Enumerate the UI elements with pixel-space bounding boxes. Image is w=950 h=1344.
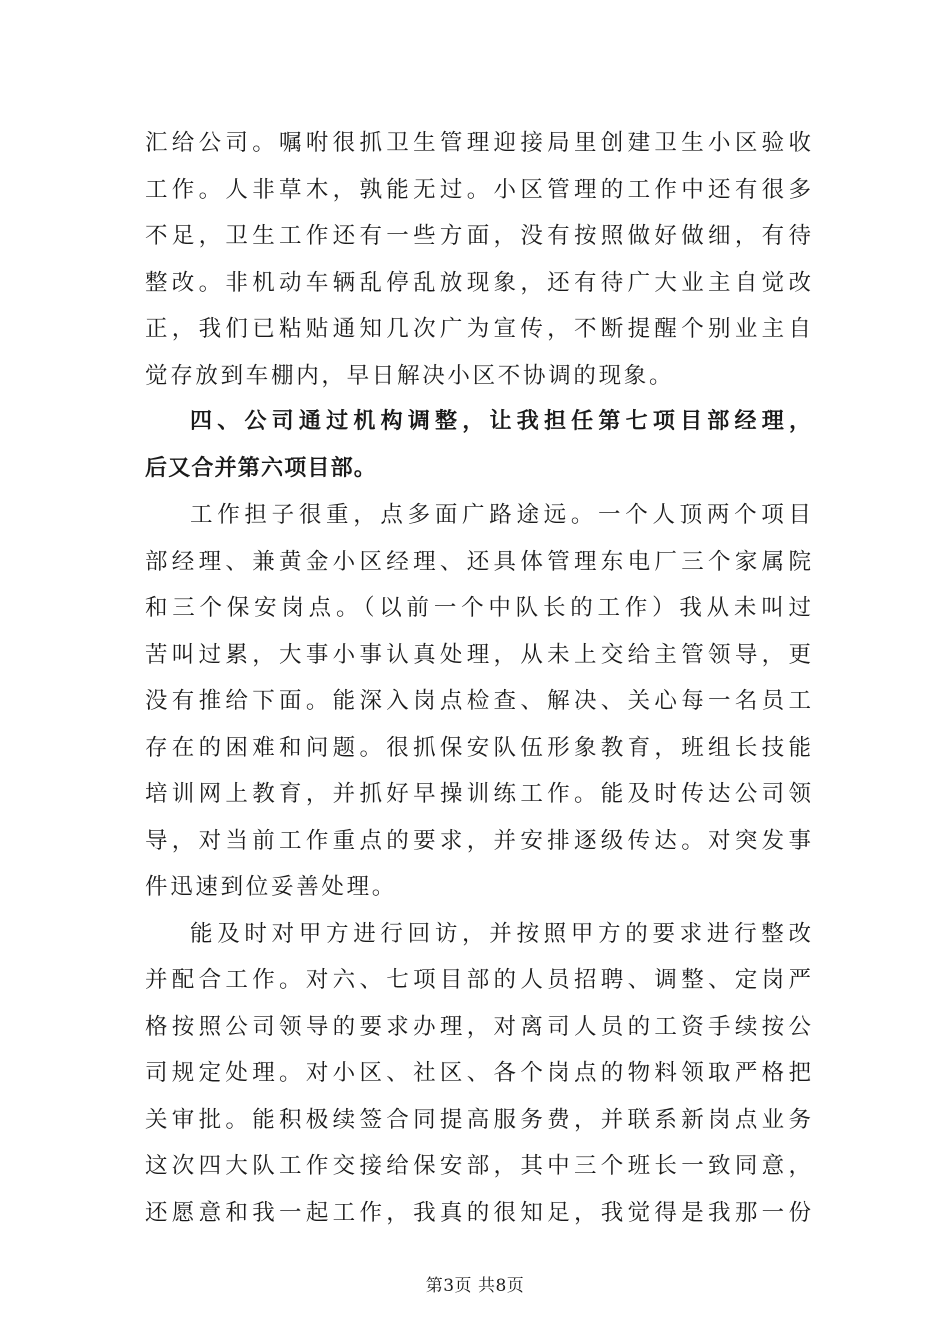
text-line: 苦叫过累，大事小事认真处理，从未上交给主管领导，更 (145, 641, 811, 668)
text-line: 工作担子很重，点多面广路途远。一个人顶两个项目 (190, 502, 811, 528)
section-heading: 后又合并第六项目部。 (145, 455, 378, 481)
text-line: 和三个保安岗点。（以前一个中队长的工作）我从未叫过 (145, 595, 811, 621)
text-line: 正，我们已粘贴通知几次广为宣传，不断提醒个别业主自 (145, 316, 811, 342)
text-line: 导，对当前工作重点的要求，并安排逐级传达。对突发事 (145, 827, 811, 854)
text-line: 觉存放到车棚内，早日解决小区不协调的现象。 (145, 362, 675, 389)
text-line: 不足，卫生工作还有一些方面，没有按照做好做细，有待 (145, 223, 811, 249)
text-line: 并配合工作。对六、七项目部的人员招聘、调整、定岗严 (145, 967, 811, 993)
text-line: 这次四大队工作交接给保安部，其中三个班长一致同意， (145, 1153, 811, 1179)
body-text (145, 120, 811, 1236)
text-line: 存在的困难和问题。很抓保安队伍形象教育，班组长技能 (145, 734, 811, 761)
text-line: 整改。非机动车辆乱停乱放现象，还有待广大业主自觉改 (145, 269, 811, 296)
section-heading: 四、公司通过机构调整，让我担任第七项目部经理， (190, 409, 811, 434)
text-line: 培训网上教育，并抓好早操训练工作。能及时传达公司领 (145, 781, 811, 807)
page-number-footer: 第3页 共8页 (425, 1276, 525, 1296)
text-line: 部经理、兼黄金小区经理、还具体管理东电厂三个家属院 (145, 548, 811, 575)
text-line: 关审批。能积极续签合同提高服务费，并联系新岗点业务 (145, 1106, 811, 1133)
text-line: 没有推给下面。能深入岗点检查、解决、关心每一名员工 (145, 688, 811, 714)
text-line: 工作。人非草木，孰能无过。小区管理的工作中还有很多 (145, 176, 811, 203)
text-line: 格按照公司领导的要求办理，对离司人员的工资手续按公 (145, 1013, 811, 1040)
text-line: 汇给公司。嘱咐很抓卫生管理迎接局里创建卫生小区验收 (145, 130, 811, 156)
text-line: 司规定处理。对小区、社区、各个岗点的物料领取严格把 (145, 1060, 811, 1086)
text-line: 还愿意和我一起工作，我真的很知足，我觉得是我那一份 (145, 1199, 811, 1226)
text-line: 件迅速到位妥善处理。 (145, 874, 398, 900)
text-line: 能及时对甲方进行回访，并按照甲方的要求进行整改 (190, 920, 811, 947)
